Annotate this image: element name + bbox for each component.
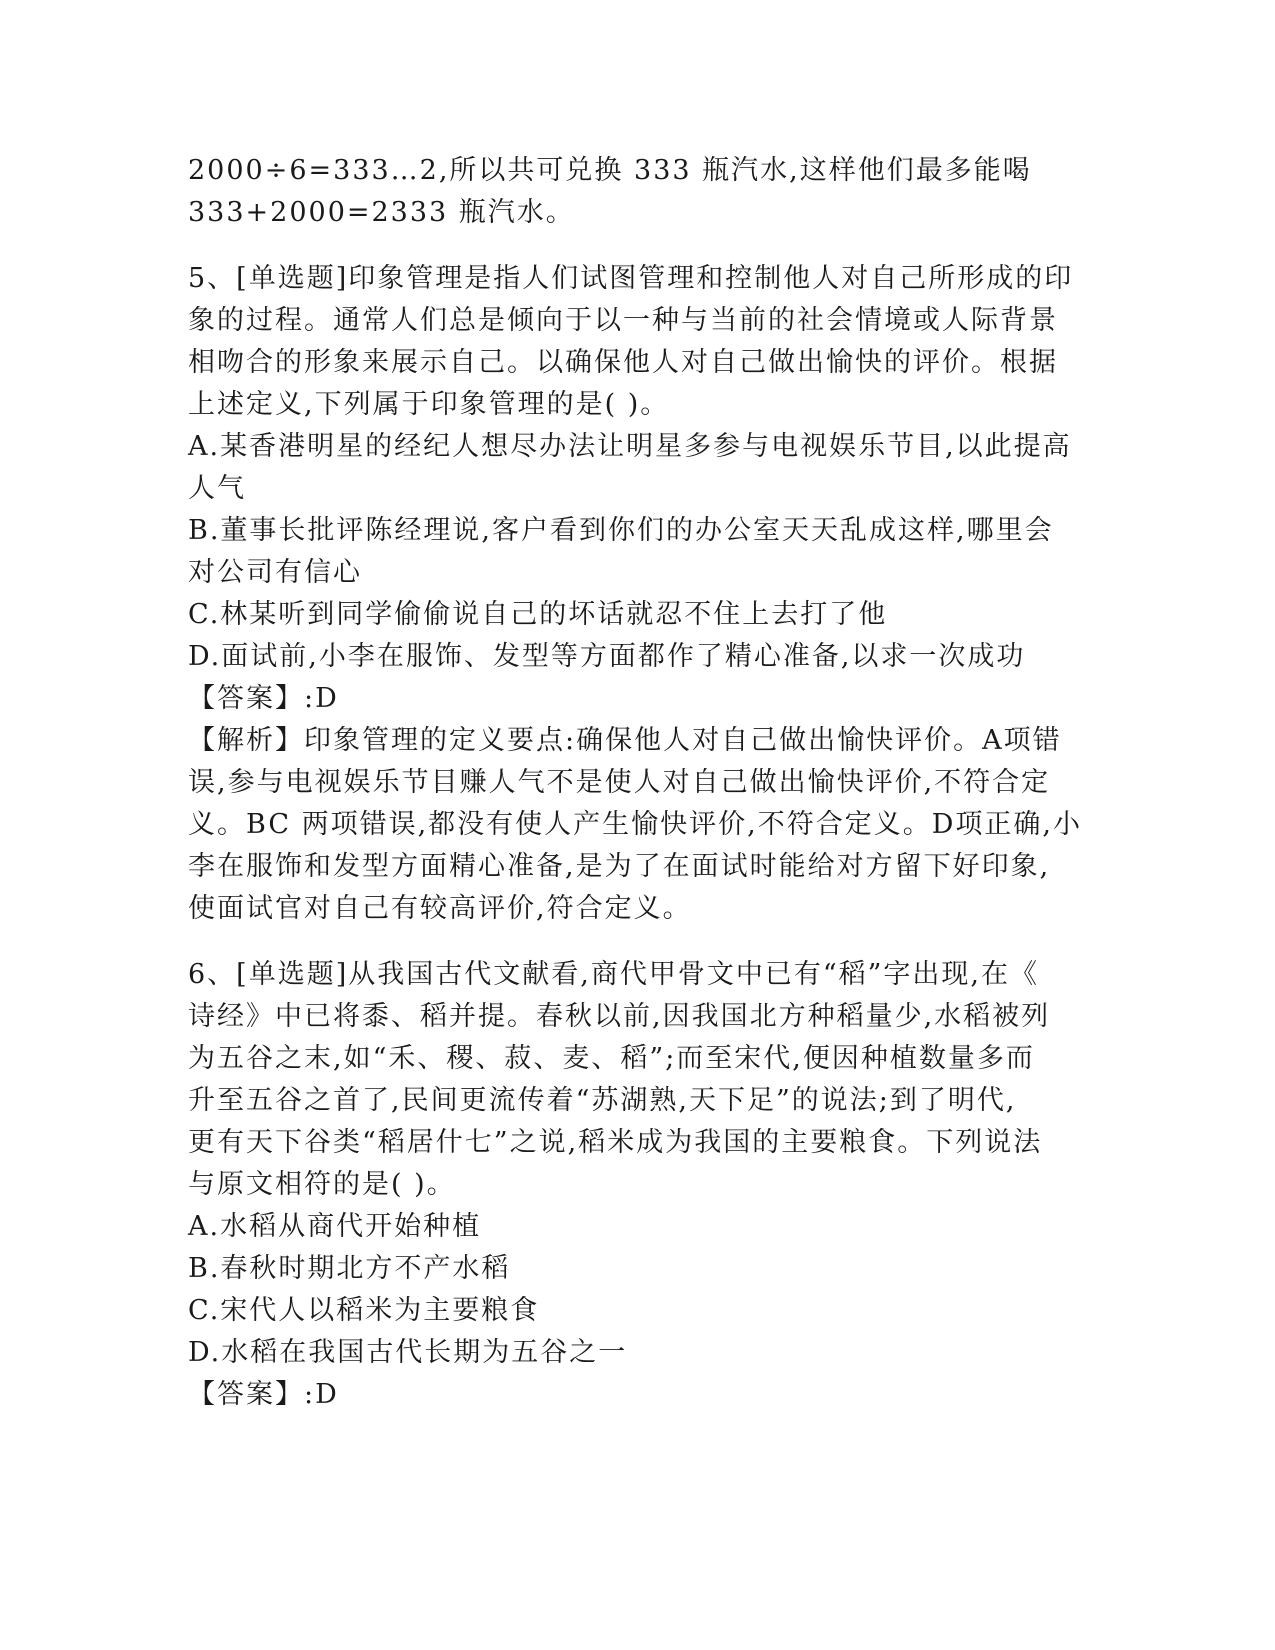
analysis-line: 义。BC 两项错误,都没有使人产生愉快评价,不符合定义。D项正确,小 [188,809,1082,840]
text-line: 333+2000=2333 瓶汽水。 [188,197,575,228]
option-a: A.某香港明星的经纪人想尽办法让明星多参与电视娱乐节目,以此提高 [188,431,1072,462]
stem-line: 象的过程。通常人们总是倾向于以一种与当前的社会情境或人际背景 [188,305,1058,336]
question-stem [188,258,1088,426]
option-d: D.面试前,小李在服饰、发型等方面都作了精心准备,以求一次成功 [188,641,1026,672]
question-5 [188,258,1088,930]
stem-line: 与原文相符的是( )。 [188,1169,456,1200]
option-c: C.林某听到同学偷偷说自己的坏话就忍不住上去打了他 [188,599,888,630]
option-a: A.水稻从商代开始种植 [188,1211,482,1242]
option-b-continued: 对公司有信心 [188,557,362,588]
stem-line: 6、[单选题]从我国古代文献看,商代甲骨文中已有“稻”字出现,在《 [188,959,1040,990]
text-line: 2000÷6=333…2,所以共可兑换 333 瓶汽水,这样他们最多能喝 [188,155,1032,186]
previous-answer-continuation [188,150,1088,234]
question-options [188,426,1088,678]
analysis-line: 误,参与电视娱乐节目赚人气不是使人对自己做出愉快评价,不符合定 [188,767,1051,798]
analysis-line: 李在服饰和发型方面精心准备,是为了在面试时能给对方留下好印象, [188,851,1051,882]
question-options [188,1206,1088,1374]
document-content [188,150,1088,1416]
stem-line: 为五谷之末,如“禾、稷、菽、麦、稻”;而至宋代,便因种植数量多而 [188,1043,1035,1074]
option-d: D.水稻在我国古代长期为五谷之一 [188,1337,628,1368]
option-b: B.春秋时期北方不产水稻 [188,1253,511,1284]
option-c: C.宋代人以稻米为主要粮食 [188,1295,540,1326]
option-a-continued: 人气 [188,473,246,504]
analysis-line: 使面试官对自己有较高评价,符合定义。 [188,893,692,924]
question-6 [188,954,1088,1416]
stem-line: 更有天下谷类“稻居什七”之说,稻米成为我国的主要粮食。下列说法 [188,1127,1043,1158]
answer-line: 【答案】:D [188,1379,339,1410]
analysis-line: 【解析】印象管理的定义要点:确保他人对自己做出愉快评价。A项错 [188,725,1062,756]
analysis [188,720,1088,930]
stem-line: 升至五谷之首了,民间更流传着“苏湖熟,天下足”的说法;到了明代, [188,1085,1017,1116]
stem-line: 诗经》中已将黍、稻并提。春秋以前,因我国北方种稻量少,水稻被列 [188,1001,1051,1032]
option-b: B.董事长批评陈经理说,客户看到你们的办公室天天乱成这样,哪里会 [188,515,1054,546]
stem-line: 相吻合的形象来展示自己。以确保他人对自己做出愉快的评价。根据 [188,347,1058,378]
stem-line: 5、[单选题]印象管理是指人们试图管理和控制他人对自己所形成的印 [188,263,1074,294]
answer-line: 【答案】:D [188,683,339,714]
stem-line: 上述定义,下列属于印象管理的是( )。 [188,389,670,420]
question-stem [188,954,1088,1206]
